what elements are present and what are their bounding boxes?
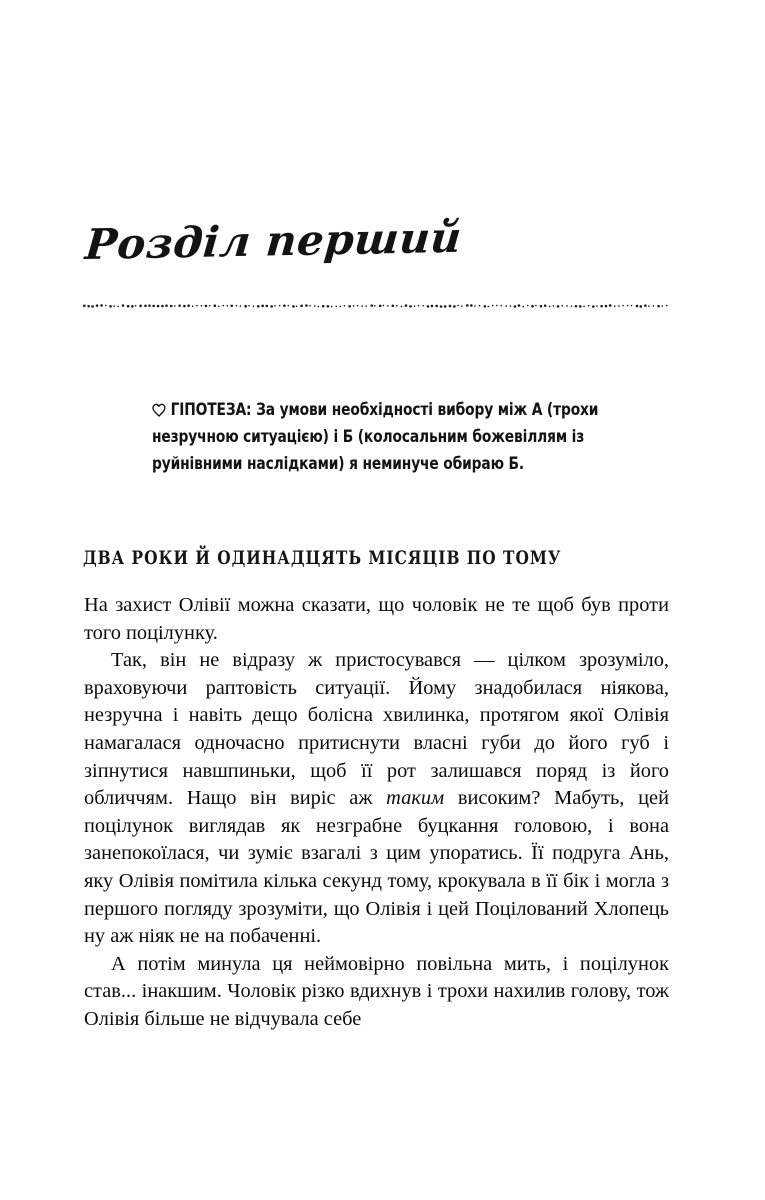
hypothesis-callout xyxy=(152,396,623,477)
hypothesis-text: ГІПОТЕЗА: За умови необхідності вибору між А (трохи незручною ситуацією) і Б (колосальним божевіллям із руйнівними наслідками) я неминуче обираю Б. xyxy=(152,400,599,473)
text-run: Так, він не відразу ж пристосувався — цілком зрозуміло, враховуючи раптовість ситуації. Йому знадобилася ніякова, незручна і навіть дещо болісна хвилинка, протягом якої Олівія намагалася одночасно притиснути власні губи до його губ і зіпнутися навшпиньки, щоб її рот залишався поряд із його обличчям. Нащо він виріс аж xyxy=(84,649,669,810)
paragraph: На захист Олівії можна сказати, що чоловік не те щоб був проти того поцілунку. xyxy=(84,594,669,644)
heart-outline-icon xyxy=(152,403,166,417)
time-subheading: ДВА РОКИ Й ОДИНАДЦЯТЬ МІСЯЦІВ ПО ТОМУ xyxy=(83,547,562,569)
paragraph xyxy=(84,647,669,951)
chapter-title: Розділ перший xyxy=(83,212,464,270)
body-copy xyxy=(84,592,669,1034)
paragraph: А потім минула ця неймовірно повільна мить, і поцілунок став... інакшим. Чоловік різко вдихнув і трохи нахилив голову, тож Олівія більше не відчувала себе xyxy=(84,952,669,1030)
emphasis-text: таким xyxy=(386,787,445,810)
text-run: високим? Мабуть, цей поцілунок виглядав як незграбне буцкання головою, і вона занепокоїлася, чи зуміє взагалі з цим упоратись. Її подруга Ань, яку Олівія помітила кілька секунд тому, крокувала в її бік і могла з першого погляду зрозуміти, що Олівія і цей Поцілований Хлопець ну аж ніяк не на побаченні. xyxy=(84,787,669,948)
dotted-divider xyxy=(82,303,668,309)
